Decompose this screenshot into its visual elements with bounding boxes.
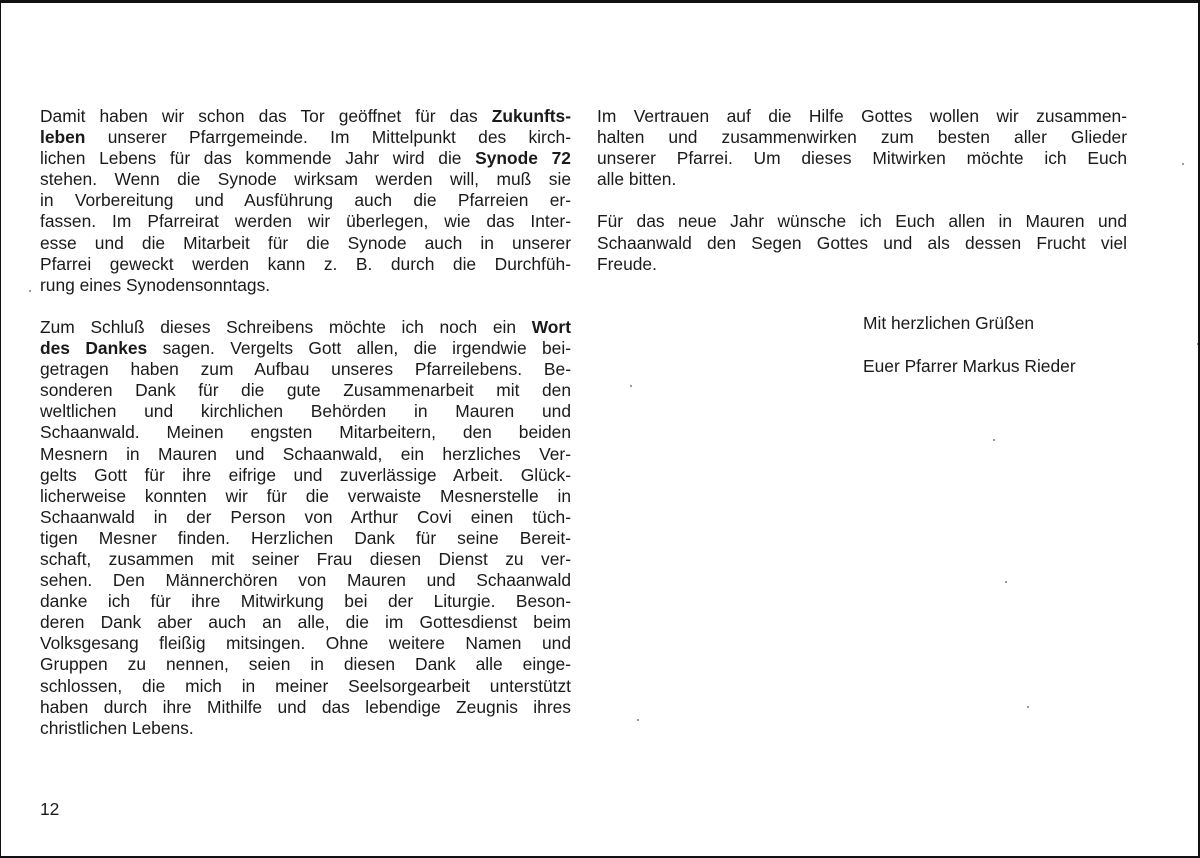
text-line: Für das neue Jahr wünsche ich Euch allen in Mauren und [597, 211, 1127, 232]
text-line: leben unserer Pfarrgemeinde. Im Mittelpunkt des kirch- [40, 127, 571, 148]
text-line: schlossen, die mich in meiner Seelsorgearbeit unterstützt [40, 675, 571, 696]
page-number: 12 [40, 799, 60, 819]
emphasis-wort-des-dankes-2: des Dankes [40, 338, 148, 359]
emphasis-wort-des-dankes-1: Wort [531, 316, 571, 337]
text-line: Mesnern in Mauren und Schaanwald, ein herzliches Ver- [40, 443, 571, 464]
text-line: lichen Lebens für das kommende Jahr wird die Synode 72 [40, 148, 571, 169]
text-line: in Vorbereitung und Ausführung auch die Pfarreien er- [40, 190, 571, 211]
text-line: deren Dank aber auch an alle, die im Gottesdienst beim [40, 612, 571, 633]
scan-speck [1005, 581, 1007, 583]
emphasis-synode-72: Synode 72 [475, 148, 571, 169]
text-line: Im Vertrauen auf die Hilfe Gottes wollen wir zusammen- [597, 106, 1127, 126]
scan-speck [1027, 706, 1029, 708]
text-line: weltlichen und kirchlichen Behörden in Mauren und [40, 401, 571, 422]
text-line: tigen Mesner finden. Herzlichen Dank für seine Bereit- [40, 527, 571, 548]
text-line: licherweise konnten wir für die verwaiste Mesnerstelle in [40, 485, 571, 506]
right-column [597, 106, 1127, 296]
scan-speck [637, 719, 639, 721]
closing-greeting: Mit herzlichen Grüßen [863, 313, 1035, 333]
paragraph-synode [40, 106, 571, 296]
emphasis-zukunftsleben-1: Zukunfts- [491, 106, 571, 126]
text-line: unserer Pfarrei. Um dieses Mitwirken möchte ich Euch [597, 148, 1127, 169]
text-line: sehen. Den Männerchören von Mauren und Schaanwald [40, 570, 571, 591]
text-line: danke ich für ihre Mitwirkung bei der Liturgie. Beson- [40, 591, 571, 612]
text-line: fassen. Im Pfarreirat werden wir überlegen, wie das Inter- [40, 211, 571, 232]
text-line: Schaanwald. Meinen engsten Mitarbeitern, den beiden [40, 422, 571, 443]
text-line: haben durch ihre Mithilfe und das lebendige Zeugnis ihres [40, 696, 571, 717]
scan-speck [29, 290, 31, 292]
signature: Euer Pfarrer Markus Rieder [863, 356, 1076, 376]
text-line: halten und zusammenwirken zum besten aller Glieder [597, 127, 1127, 148]
text-line: Schaanwald in der Person von Arthur Covi einen tüch- [40, 506, 571, 527]
left-column [40, 106, 571, 760]
text-line: Volksgesang fleißig mitsingen. Ohne weitere Namen und [40, 633, 571, 654]
text-line: Freude. [597, 253, 657, 274]
text-line: Schaanwald den Segen Gottes und als dessen Frucht viel [597, 232, 1127, 253]
scan-speck [1197, 343, 1199, 345]
text-line: Damit haben wir schon das Tor geöffnet für das Zukunfts- [40, 106, 571, 126]
text-line: christlichen Lebens. [40, 717, 194, 738]
text-line: Zum Schluß dieses Schreibens möchte ich noch ein Wort [40, 316, 571, 337]
text-line: alle bitten. [597, 169, 677, 190]
scan-speck [630, 385, 632, 387]
text-line: getragen haben zum Aufbau unseres Pfarreilebens. Be- [40, 359, 571, 380]
text-line: Pfarrei geweckt werden kann z. B. durch die Durchfüh- [40, 253, 571, 274]
text-line: schaft, zusammen mit seiner Frau diesen Dienst zu ver- [40, 548, 571, 569]
emphasis-zukunftsleben-2: leben [40, 127, 86, 148]
text-line: rung eines Synodensonntags. [40, 274, 271, 295]
text-line: Gruppen zu nennen, seien in diesen Dank alle einge- [40, 654, 571, 675]
text-line: des Dankes sagen. Vergelts Gott allen, die irgendwie bei- [40, 338, 571, 359]
paragraph-vertrauen [597, 106, 1127, 190]
text-line: gelts Gott für ihre eifrige und zuverlässige Arbeit. Glück- [40, 464, 571, 485]
scan-speck [993, 439, 995, 441]
scan-speck [1182, 163, 1184, 165]
text-line: esse und die Mitarbeit für die Synode auch in unserer [40, 232, 571, 253]
paragraph-dank [40, 317, 571, 739]
paragraph-neujahr [597, 211, 1127, 274]
text-line: sonderen Dank für die gute Zusammenarbeit mit den [40, 380, 571, 401]
text-line: stehen. Wenn die Synode wirksam werden will, muß sie [40, 169, 571, 190]
